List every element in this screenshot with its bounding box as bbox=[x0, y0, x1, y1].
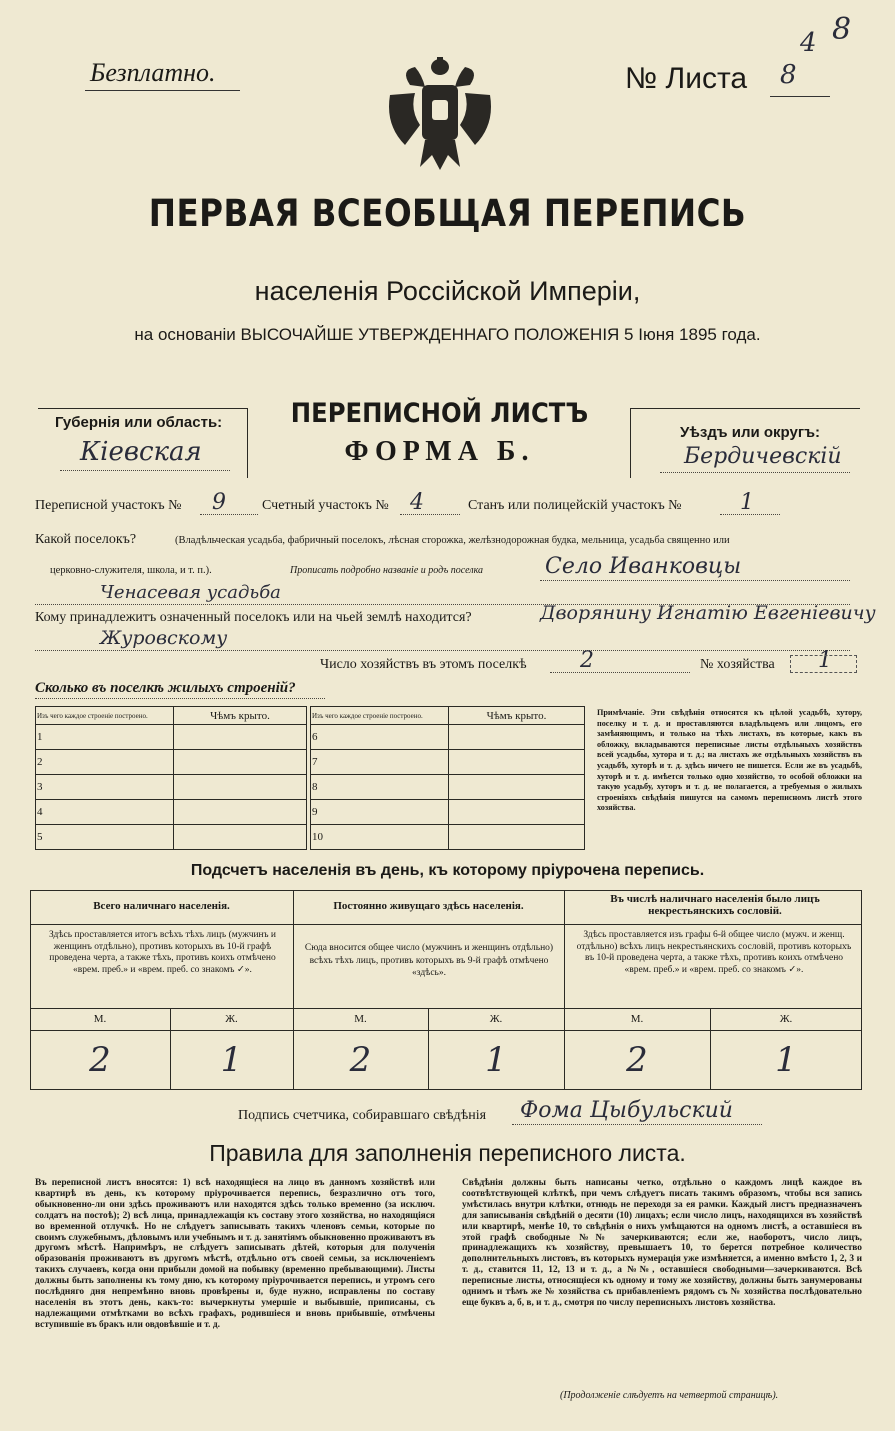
settlement-hint2: церковно-служителя, школа, и т. п.). bbox=[50, 565, 212, 576]
owner-value: Дворянину Игнатію Евгеніевичу bbox=[540, 602, 876, 624]
owner-value-2: Журовскому bbox=[100, 627, 228, 649]
rules-left-text: Въ переписной листъ вносятся: 1) всѣ находящіеся на лицо въ данномъ хозяйствѣ или квартирѣ въ день, къ которому пріурочивается перепись, безразлично отъ того, обыкновенно-ли они здѣсь проживаютъ или находятся здѣсь только временно (за исключ. солдатъ на постоѣ); 2) всѣ лица, принадлежащія къ составу этого хозяйства, но находящіяся во временной отлучкѣ. Но не слѣдуетъ записывать такихъ членовъ семьи, которые по своимъ служебнымъ, дѣловымъ или учебнымъ и т. д. занятіямъ обыкновенно проживаютъ въ другомъ мѣстѣ. Напримѣръ, не слѣдуетъ записывать дѣтей, которыя для полученія образованія проживаютъ въ другомъ мѣстѣ, отдѣльно отъ своей семьи, за исключеніемъ такихъ случаевъ, когда они прибыли домой на побывку (временно пребывающими). Листы должны быть заполнены къ тому дню, къ которому пріурочивается перепись, и утромъ сего послѣдняго дня непремѣнно вновь провѣрены и, буде нужно, исправлены по составу населенія въ этотъ день, какъ-то: вычеркнуты умершіе и выбывшіе, приписаны, съ надлежащими отмѣтками во всѣхъ графахъ, родившіеся и вновь прибывшіе, отмѣчены вступившіе въ бракъ или овдовѣвшіе и т. д. bbox=[35, 1178, 435, 1330]
stan-line bbox=[720, 514, 780, 515]
row-number: 8 bbox=[311, 775, 449, 800]
households-line bbox=[550, 672, 690, 673]
signature-line bbox=[512, 1124, 762, 1125]
household-number-value: 1 bbox=[818, 648, 832, 673]
col-material: Изъ чего каждое строеніе построено. bbox=[311, 707, 449, 725]
non-peasant-male-count: 2 bbox=[626, 1040, 648, 1080]
buildings-line bbox=[35, 698, 325, 699]
stan-value: 1 bbox=[740, 490, 754, 515]
pop-col3-text: Здѣсь проставляется изъ графы 6-й общее число (мужч. и женщ. отдѣльно) всѣхъ лицъ некрестьянскихъ сословій, противъ которыхъ въ 10-й проведена черта, а также тѣхъ, противъ коихъ отмѣчено «врем. преб.» и «врем. преб. со знакомъ ✓». bbox=[576, 930, 852, 975]
census-district-line bbox=[200, 514, 258, 515]
row-number: 9 bbox=[311, 800, 449, 825]
settlement-value: Село Иванковцы bbox=[545, 554, 742, 579]
sheet-number-value: 8 bbox=[780, 60, 797, 90]
province-label: Губернія или область: bbox=[55, 414, 223, 431]
counting-district-value: 4 bbox=[410, 490, 424, 515]
corner-mark: 8 bbox=[832, 12, 852, 47]
form-title: ПЕРЕПИСНОЙ ЛИСТЪ bbox=[290, 398, 589, 429]
present-male-count: 2 bbox=[89, 1040, 111, 1080]
m-label: М. bbox=[93, 1013, 107, 1025]
m-label: М. bbox=[630, 1013, 644, 1025]
uezd-line bbox=[660, 472, 850, 473]
counting-district-line bbox=[400, 514, 460, 515]
settlement-label: Какой поселокъ? bbox=[35, 532, 137, 547]
owner-line bbox=[35, 650, 850, 651]
buildings-table-left bbox=[35, 706, 307, 850]
col-roof: Чѣмъ крыто. bbox=[449, 707, 585, 725]
uezd-value: Бердичевскій bbox=[684, 444, 842, 469]
buildings-note: Примѣчаніе. Эти свѣдѣнія относятся къ цѣлой усадьбѣ, хутору, поселку и т. д. и проставляются владѣльцемъ или лицомъ, его замѣняющимъ, и только на тѣхъ листахъ, въ которые, какъ въ обложку, вкладываются переписные листы отдѣльныхъ хозяйствъ всей усадьбы, хутора и т. д.; на листахъ же отдѣльныхъ хозяйствъ въ усадьбѣ, хуторѣ и т. д. здѣсь ничего не пишется. Если же въ усадьбѣ, хуторѣ и т. д. имѣется только одно хозяйство, то особой обложки на такую усадьбу, хуторъ и т. д. не полагается, а требуемыя о жилыхъ строеніяхъ свѣдѣнія пишутся на самомъ переписномъ листѣ этого хозяйства. bbox=[597, 708, 862, 813]
buildings-table-right bbox=[310, 706, 585, 850]
signature-value: Фома Цыбульский bbox=[520, 1098, 733, 1123]
owner-label: Кому принадлежитъ означенный поселокъ или на чьей землѣ находится? bbox=[35, 610, 472, 625]
col-roof: Чѣмъ крыто. bbox=[174, 707, 307, 725]
free-underline bbox=[85, 90, 240, 91]
stan-label: Станъ или полицейскій участокъ № bbox=[468, 498, 682, 513]
resident-male-count: 2 bbox=[349, 1040, 372, 1080]
row-number: 2 bbox=[36, 750, 174, 775]
f-label: Ж. bbox=[779, 1013, 793, 1025]
pop-col2-text: Сюда вносится общее число (мужчинъ и женщинъ отдѣльно) всѣхъ тѣхъ лицъ, противъ которыхъ въ 9-й графѣ отмѣчено «здѣсь». bbox=[304, 943, 554, 978]
settlement-hint: (Владѣльческая усадьба, фабричный поселокъ, лѣсная сторожка, желѣзнодорожная будка, мельница, усадьба священно или bbox=[175, 535, 730, 546]
rules-continued: (Продолженіе слѣдуетъ на четвертой страницѣ). bbox=[560, 1390, 779, 1401]
pop-col2-title: Постоянно живущаго здѣсь населенія. bbox=[333, 900, 524, 912]
pop-col1-text: Здѣсь проставляется итогъ всѣхъ тѣхъ лицъ (мужчинъ и женщинъ отдѣльно), противъ которыхъ въ 10-й графѣ проведена черта, а также тѣхъ, противъ коихъ отмѣчено «врем. преб.» и «врем. преб. со знакомъ ✓». bbox=[48, 930, 277, 975]
row-number: 7 bbox=[311, 750, 449, 775]
province-line bbox=[60, 470, 230, 471]
household-number-box bbox=[790, 655, 857, 673]
signature-label: Подпись счетчика, собиравшаго свѣдѣнія bbox=[238, 1108, 487, 1123]
row-number: 6 bbox=[311, 725, 449, 750]
row-number: 3 bbox=[36, 775, 174, 800]
row-number: 5 bbox=[36, 825, 174, 850]
f-label: Ж. bbox=[225, 1013, 238, 1025]
counting-district-label: Счетный участокъ № bbox=[262, 498, 389, 513]
rules-title: Правила для заполненія переписного листа. bbox=[209, 1140, 686, 1166]
settlement-line bbox=[540, 580, 850, 581]
non-peasant-female-count: 1 bbox=[775, 1040, 797, 1080]
row-number: 10 bbox=[311, 825, 449, 850]
free-label: Безплатно. bbox=[90, 58, 216, 87]
settlement-value-2: Ченасевая усадьба bbox=[100, 582, 281, 603]
col-material: Изъ чего каждое строеніе построено. bbox=[36, 707, 174, 725]
rules-right-text: Свѣдѣнія должны быть написаны четко, отдѣльно о каждомъ лицѣ каждое въ соотвѣтствующей клѣткѣ, при чемъ слѣдуетъ писать такимъ образомъ, чтобы вся запись умѣстилась внутри клѣтки, отнюдь не переходя за ея рамки. Каждый листъ предназначенъ для записыванія свѣдѣній о десяти (10) лицахъ; если число лицъ, находящихся въ хозяйствѣ или квартирѣ, менѣе 10, то свѣдѣнія о нихъ умѣщаются на одномъ листѣ, а оставшіеся въ этой графѣ свободные №№ зачеркиваются; если же, наоборотъ, число лицъ, принадлежащихъ къ хозяйству, превышаетъ 10, то берется потребное количество дополнительныхъ листовъ, въ которыхъ нумерація уже измѣняется, а именно вмѣсто 1, 2, 3 и т. д., ставится 11, 12, 13 и т. д., а №№, оставшіеся свободными—зачеркиваются. Всѣ переписные листы, относящіеся къ одному и тому же хозяйству, должны быть занумерованы однимъ и тѣмъ же № хозяйства съ прибавленіемъ рядомъ съ № хозяйства послѣдовательно еще буквъ а, б, в, и т. д., смотря по числу переписныхъ листовъ хозяйства. bbox=[462, 1178, 862, 1308]
present-female-count: 1 bbox=[220, 1040, 243, 1080]
households-value: 2 bbox=[580, 648, 594, 673]
f-label: Ж. bbox=[489, 1013, 503, 1025]
census-subtitle: населенія Россійской Имперіи, bbox=[254, 276, 641, 306]
pop-hline-3 bbox=[30, 1030, 862, 1031]
resident-female-count: 1 bbox=[485, 1040, 507, 1080]
sheet-number-underline bbox=[770, 96, 830, 97]
pop-hline-1 bbox=[30, 924, 862, 925]
settlement-instruction: Прописать подробно названіе и родъ поселка bbox=[290, 565, 484, 576]
row-number: 4 bbox=[36, 800, 174, 825]
m-label: М. bbox=[354, 1013, 367, 1025]
census-district-value: 9 bbox=[212, 490, 226, 515]
buildings-question: Сколько въ поселкѣ жилыхъ строеній? bbox=[35, 680, 296, 696]
uezd-label: Уѣздъ или округъ: bbox=[680, 424, 821, 441]
households-label: Число хозяйствъ въ этомъ поселкѣ bbox=[320, 657, 527, 672]
pop-col1-title: Всего наличнаго населенія. bbox=[93, 900, 230, 912]
form-name: ФОРМА Б. bbox=[344, 436, 535, 467]
household-number-label: № хозяйства bbox=[700, 657, 775, 672]
row-number: 1 bbox=[36, 725, 174, 750]
pop-hline-2 bbox=[30, 1008, 862, 1009]
double-eagle-emblem bbox=[380, 55, 500, 175]
census-basis: на основаніи ВЫСОЧАЙШЕ УТВЕРЖДЕННАГО ПОЛОЖЕНІЯ 5 Іюня 1895 года. bbox=[134, 325, 761, 344]
corner-mark-2: 4 bbox=[800, 28, 817, 58]
sheet-number-label: № Листа bbox=[625, 62, 748, 95]
census-title: ПЕРВАЯ ВСЕОБЩАЯ ПЕРЕПИСЬ bbox=[148, 192, 747, 235]
census-district-label: Переписной участокъ № bbox=[35, 498, 182, 513]
province-value: Кіевская bbox=[80, 437, 202, 467]
pop-col3-title: Въ числѣ наличнаго населенія было лицъ некрестьянскихъ сословій. bbox=[610, 893, 820, 917]
population-title: Подсчетъ населенія въ день, къ которому пріурочена перепись. bbox=[190, 862, 705, 879]
